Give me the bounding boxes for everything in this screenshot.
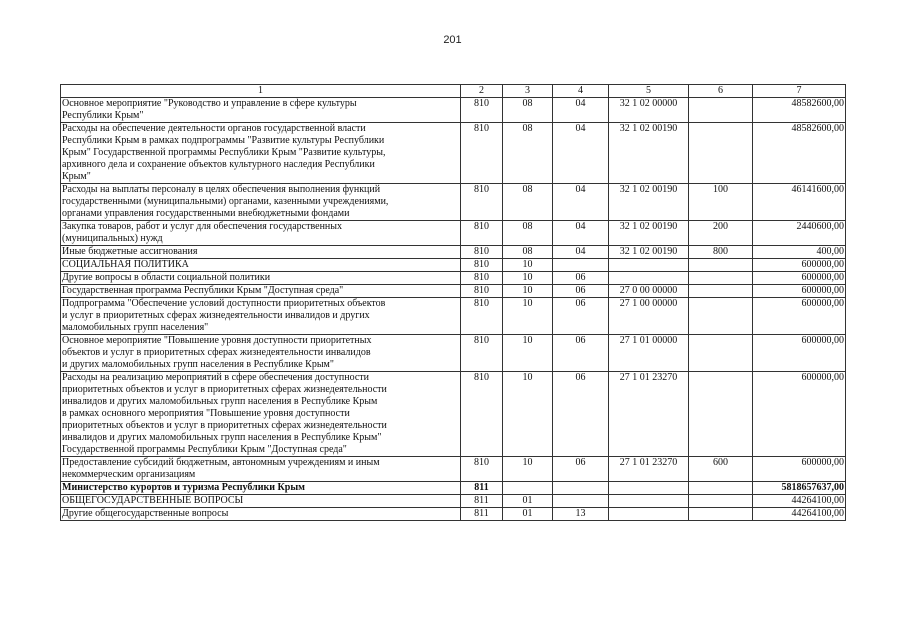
row-code-5: 27 1 01 23270 xyxy=(609,372,689,457)
row-code-6 xyxy=(689,285,753,298)
row-code-2: 810 xyxy=(461,123,503,184)
row-code-2: 811 xyxy=(461,508,503,521)
table-row xyxy=(61,335,846,372)
row-amount: 600000,00 xyxy=(753,335,846,372)
table-row xyxy=(61,259,846,272)
row-amount: 600000,00 xyxy=(753,457,846,482)
row-description: Расходы на выплаты персоналу в целях обеспечения выполнения функций государственными (муниципальными) органами, казенными учреждениями, органами управления государственными внебюджетными фондами xyxy=(61,184,461,221)
row-code-5 xyxy=(609,272,689,285)
row-amount: 5818657637,00 xyxy=(753,482,846,495)
row-code-4: 06 xyxy=(553,285,609,298)
row-code-3: 08 xyxy=(503,221,553,246)
row-code-5: 27 0 00 00000 xyxy=(609,285,689,298)
table-row xyxy=(61,246,846,259)
column-header: 5 xyxy=(609,85,689,98)
column-header: 1 xyxy=(61,85,461,98)
row-code-3: 08 xyxy=(503,184,553,221)
row-amount: 600000,00 xyxy=(753,259,846,272)
row-code-2: 810 xyxy=(461,285,503,298)
row-amount: 600000,00 xyxy=(753,298,846,335)
row-code-2: 810 xyxy=(461,221,503,246)
row-code-5 xyxy=(609,508,689,521)
row-code-5: 32 1 02 00190 xyxy=(609,221,689,246)
row-code-2: 810 xyxy=(461,272,503,285)
row-description: Расходы на обеспечение деятельности органов государственной власти Республики Крым в рамках подпрограммы "Развитие культуры Республики Крым" Государственной программы Республики Крым "Развитие культуры, архивного дела и сохранение объектов культурного наследия Республики Крым" xyxy=(61,123,461,184)
table-row xyxy=(61,298,846,335)
column-header: 7 xyxy=(753,85,846,98)
row-code-3: 10 xyxy=(503,335,553,372)
column-header: 4 xyxy=(553,85,609,98)
table-row xyxy=(61,508,846,521)
row-code-6 xyxy=(689,98,753,123)
row-code-4 xyxy=(553,495,609,508)
row-code-4: 06 xyxy=(553,272,609,285)
row-code-6: 600 xyxy=(689,457,753,482)
row-description: Основное мероприятие "Руководство и управление в сфере культуры Республики Крым" xyxy=(61,98,461,123)
row-description: Другие общегосударственные вопросы xyxy=(61,508,461,521)
row-code-5 xyxy=(609,259,689,272)
row-code-4: 06 xyxy=(553,457,609,482)
row-code-2: 810 xyxy=(461,246,503,259)
budget-table xyxy=(60,84,846,521)
row-code-3: 10 xyxy=(503,259,553,272)
row-code-3: 08 xyxy=(503,123,553,184)
row-description: СОЦИАЛЬНАЯ ПОЛИТИКА xyxy=(61,259,461,272)
row-code-3 xyxy=(503,482,553,495)
row-code-3: 10 xyxy=(503,372,553,457)
row-code-4 xyxy=(553,259,609,272)
table-row xyxy=(61,285,846,298)
row-description: Другие вопросы в области социальной политики xyxy=(61,272,461,285)
table-body xyxy=(61,98,846,521)
row-code-4: 04 xyxy=(553,123,609,184)
row-code-6 xyxy=(689,259,753,272)
row-code-6: 200 xyxy=(689,221,753,246)
row-amount: 44264100,00 xyxy=(753,495,846,508)
row-code-3: 10 xyxy=(503,298,553,335)
header-row xyxy=(61,85,846,98)
row-code-6 xyxy=(689,508,753,521)
row-code-4: 06 xyxy=(553,298,609,335)
row-code-4: 04 xyxy=(553,184,609,221)
row-code-4: 06 xyxy=(553,335,609,372)
row-code-5: 32 1 02 00190 xyxy=(609,123,689,184)
row-code-4: 04 xyxy=(553,98,609,123)
row-code-3: 10 xyxy=(503,285,553,298)
row-description: Расходы на реализацию мероприятий в сфере обеспечения доступности приоритетных объектов и услуг в приоритетных сферах жизнедеятельности инвалидов и других маломобильных групп населения в Республике Крым в рамках основного мероприятия "Повышение уровня доступности приоритетных объектов и услуг в приоритетных сферах жизнедеятельности инвалидов и других маломобильных групп населения в Республике Крым" Государственной программы Республики Крым "Доступная среда" xyxy=(61,372,461,457)
row-code-3: 01 xyxy=(503,508,553,521)
row-code-6 xyxy=(689,272,753,285)
row-code-6 xyxy=(689,372,753,457)
column-header: 2 xyxy=(461,85,503,98)
row-amount: 48582600,00 xyxy=(753,123,846,184)
row-amount: 400,00 xyxy=(753,246,846,259)
row-code-3: 10 xyxy=(503,457,553,482)
row-description: Предоставление субсидий бюджетным, автономным учреждениям и иным некоммерческим организациям xyxy=(61,457,461,482)
table-row xyxy=(61,372,846,457)
row-amount: 600000,00 xyxy=(753,285,846,298)
row-code-6 xyxy=(689,495,753,508)
row-code-2: 811 xyxy=(461,482,503,495)
row-code-2: 810 xyxy=(461,298,503,335)
row-code-5: 27 1 00 00000 xyxy=(609,298,689,335)
row-code-2: 811 xyxy=(461,495,503,508)
row-code-2: 810 xyxy=(461,184,503,221)
row-description: Подпрограмма "Обеспечение условий доступности приоритетных объектов и услуг в приоритетных сферах жизнедеятельности инвалидов и других маломобильных групп населения" xyxy=(61,298,461,335)
row-code-5: 32 1 02 00190 xyxy=(609,184,689,221)
row-code-6: 800 xyxy=(689,246,753,259)
row-code-5 xyxy=(609,495,689,508)
row-code-3: 08 xyxy=(503,98,553,123)
row-code-6: 100 xyxy=(689,184,753,221)
row-description: Иные бюджетные ассигнования xyxy=(61,246,461,259)
row-description: Основное мероприятие "Повышение уровня доступности приоритетных объектов и услуг в приоритетных сферах жизнедеятельности инвалидов и других маломобильных групп населения в Республике Крым" xyxy=(61,335,461,372)
row-code-5: 32 1 02 00000 xyxy=(609,98,689,123)
row-code-3: 08 xyxy=(503,246,553,259)
table-row xyxy=(61,457,846,482)
column-header: 3 xyxy=(503,85,553,98)
table-row xyxy=(61,123,846,184)
row-code-5: 27 1 01 00000 xyxy=(609,335,689,372)
row-code-2: 810 xyxy=(461,335,503,372)
row-code-5: 27 1 01 23270 xyxy=(609,457,689,482)
table-row xyxy=(61,272,846,285)
row-code-2: 810 xyxy=(461,457,503,482)
row-code-2: 810 xyxy=(461,98,503,123)
table-row xyxy=(61,98,846,123)
row-code-2: 810 xyxy=(461,372,503,457)
row-code-2: 810 xyxy=(461,259,503,272)
table-row xyxy=(61,221,846,246)
row-amount: 2440600,00 xyxy=(753,221,846,246)
row-code-6 xyxy=(689,298,753,335)
table-row xyxy=(61,482,846,495)
row-description: ОБЩЕГОСУДАРСТВЕННЫЕ ВОПРОСЫ xyxy=(61,495,461,508)
table-header xyxy=(61,85,846,98)
column-header: 6 xyxy=(689,85,753,98)
row-amount: 48582600,00 xyxy=(753,98,846,123)
row-code-4 xyxy=(553,482,609,495)
row-code-6 xyxy=(689,335,753,372)
row-code-5 xyxy=(609,482,689,495)
row-code-6 xyxy=(689,123,753,184)
row-amount: 44264100,00 xyxy=(753,508,846,521)
row-code-5: 32 1 02 00190 xyxy=(609,246,689,259)
row-amount: 600000,00 xyxy=(753,372,846,457)
row-code-6 xyxy=(689,482,753,495)
row-code-4: 13 xyxy=(553,508,609,521)
row-description: Государственная программа Республики Крым "Доступная среда" xyxy=(61,285,461,298)
row-code-4: 06 xyxy=(553,372,609,457)
table-row xyxy=(61,495,846,508)
row-amount: 46141600,00 xyxy=(753,184,846,221)
page-number: 201 xyxy=(443,34,462,46)
row-amount: 600000,00 xyxy=(753,272,846,285)
row-description: Закупка товаров, работ и услуг для обеспечения государственных (муниципальных) нужд xyxy=(61,221,461,246)
row-code-4: 04 xyxy=(553,246,609,259)
row-code-4: 04 xyxy=(553,221,609,246)
row-code-3: 10 xyxy=(503,272,553,285)
row-code-3: 01 xyxy=(503,495,553,508)
row-description: Министерство курортов и туризма Республики Крым xyxy=(61,482,461,495)
table-row xyxy=(61,184,846,221)
